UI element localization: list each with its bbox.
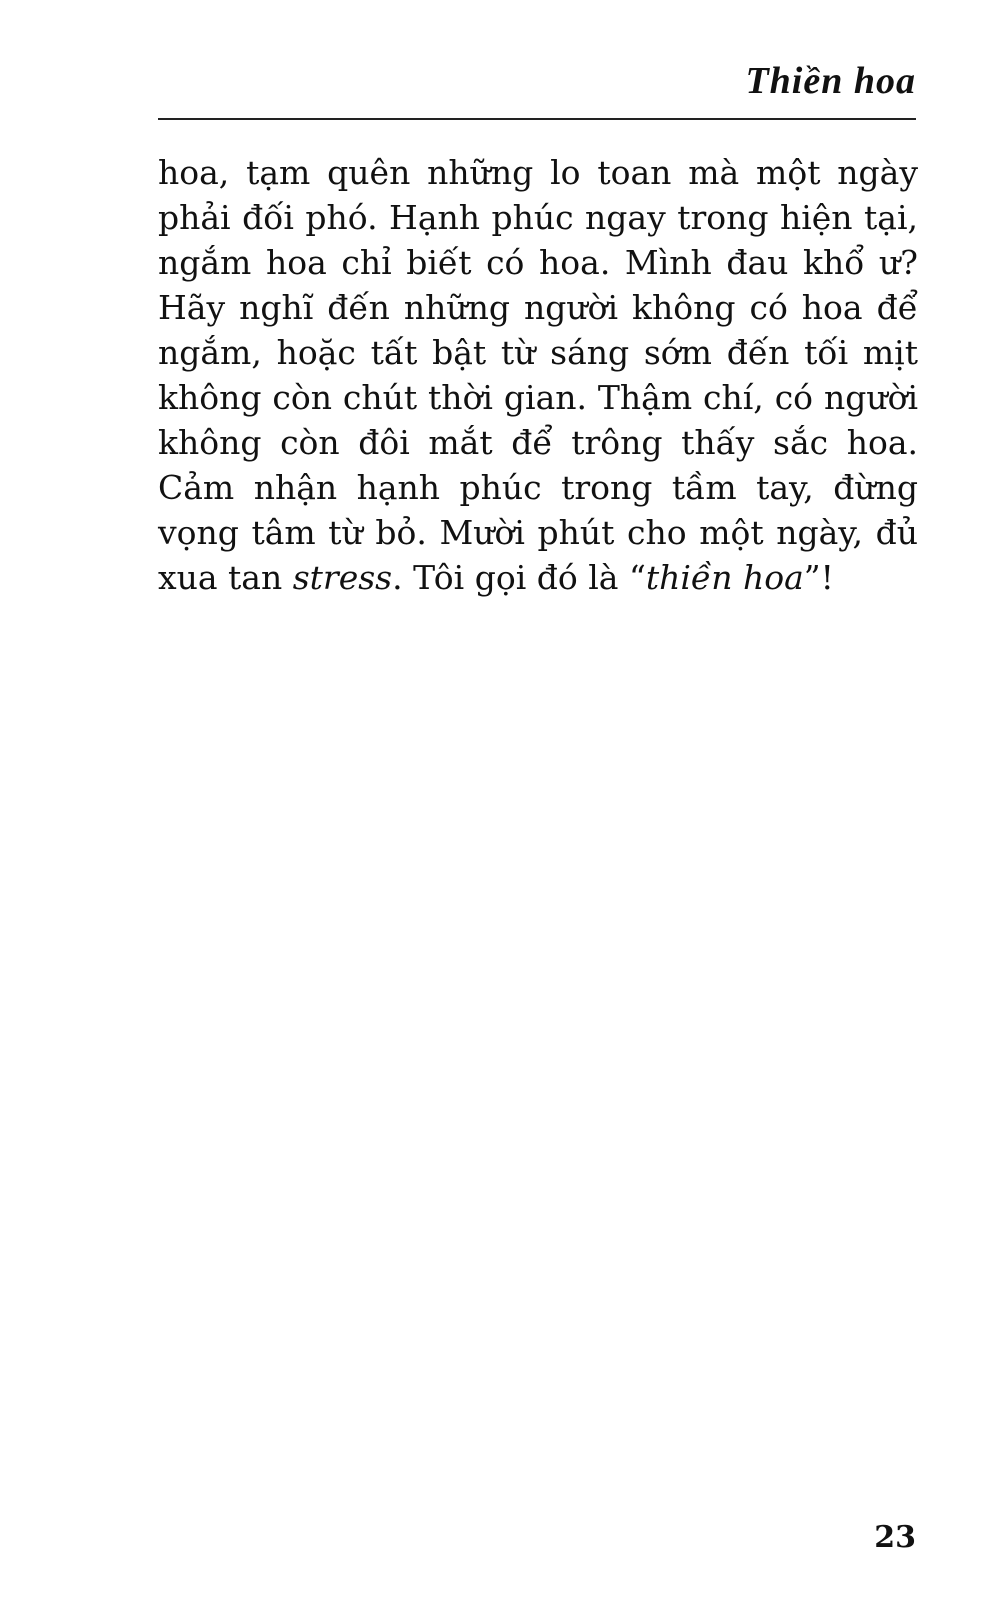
text-line-8: Cảm nhận hạnh phúc trong tầm tay, đừng xyxy=(158,468,918,507)
last-line-part-2: . Tôi gọi đó là “ xyxy=(392,558,646,597)
last-line-italic-2: thiền hoa xyxy=(645,558,804,597)
running-header-title: Thiền hoa xyxy=(745,60,916,102)
body-paragraph xyxy=(158,150,918,600)
page-number: 23 xyxy=(874,1520,916,1555)
text-line-5: ngắm, hoặc tất bật từ sáng sớm đến tối mịt xyxy=(158,333,918,372)
text-line-4: Hãy nghĩ đến những người không có hoa để xyxy=(158,288,918,327)
text-line-2: phải đối phó. Hạnh phúc ngay trong hiện tại, xyxy=(158,198,918,237)
last-line-italic-1: stress xyxy=(292,558,393,597)
text-line-6: không còn chút thời gian. Thậm chí, có người xyxy=(158,378,918,417)
text-line-9: vọng tâm từ bỏ. Mười phút cho một ngày, đủ xyxy=(158,513,918,552)
last-line-part-3: ”! xyxy=(803,558,834,597)
text-line-1: hoa, tạm quên những lo toan mà một ngày xyxy=(158,153,918,192)
text-line-7: không còn đôi mắt để trông thấy sắc hoa. xyxy=(158,423,918,462)
last-line-part-1: xua tan xyxy=(158,558,293,597)
text-line-3: ngắm hoa chỉ biết có hoa. Mình đau khổ ư? xyxy=(158,243,918,282)
header-rule xyxy=(158,118,916,120)
text-line-10 xyxy=(158,555,918,600)
